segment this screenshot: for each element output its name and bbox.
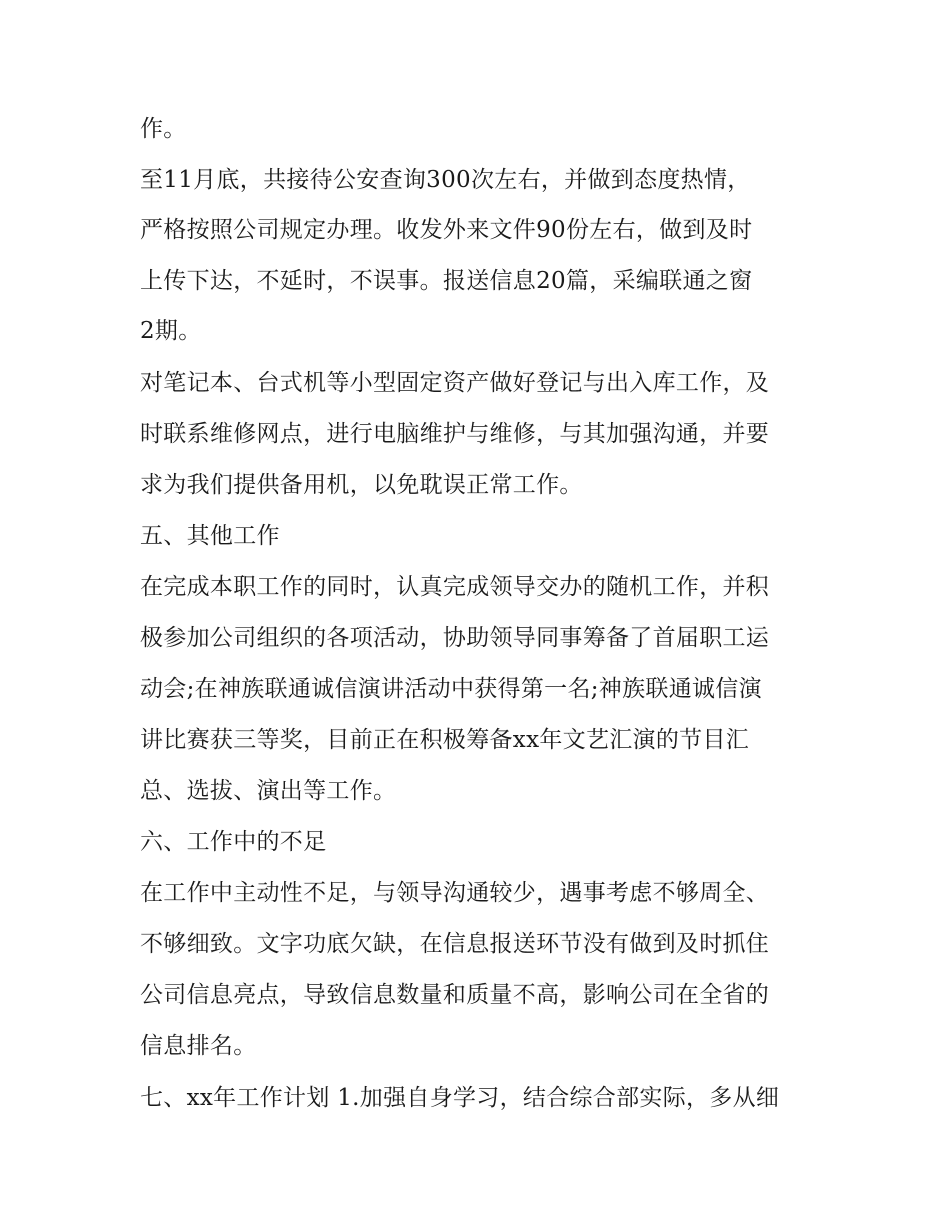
text-line: 对笔记本、台式机等小型固定资产做好登记与出入库工作，及 <box>140 370 770 396</box>
text-line: 上传下达，不延时，不误事。报送信息20篇，采编联通之窗 <box>140 268 753 294</box>
text-line: 公司信息亮点，导致信息数量和质量不高，影响公司在全省的 <box>140 982 770 1008</box>
text-line: 至11月底，共接待公安查询300次左右，并做到态度热情， <box>140 167 751 193</box>
text-line: 动会;在神族联通诚信演讲活动中获得第一名;神族联通诚信演 <box>140 676 762 702</box>
text-line: 严格按照公司规定办理。收发外来文件90份左右，做到及时 <box>140 217 753 243</box>
section-heading: 七、xx年工作计划 1.加强自身学习，结合综合部实际，多从细 <box>140 1085 780 1111</box>
section-heading: 六、工作中的不足 <box>140 829 327 855</box>
text-line: 不够细致。文字功底欠缺，在信息报送环节没有做到及时抓住 <box>140 931 770 957</box>
section-heading: 五、其他工作 <box>140 523 280 549</box>
text-line: 求为我们提供备用机，以免耽误正常工作。 <box>140 472 583 498</box>
text-line: 讲比赛获三等奖，目前正在积极筹备xx年文艺汇演的节目汇 <box>140 727 750 753</box>
text-line: 极参加公司组织的各项活动，协助领导同事筹备了首届职工运 <box>140 625 770 651</box>
text-line: 总、选拔、演出等工作。 <box>140 778 397 804</box>
text-line: 作。 <box>140 116 187 142</box>
text-line: 时联系维修网点，进行电脑维护与维修，与其加强沟通，并要 <box>140 421 770 447</box>
text-line: 在完成本职工作的同时，认真完成领导交办的随机工作，并积 <box>140 574 770 600</box>
text-line: 在工作中主动性不足，与领导沟通较少，遇事考虑不够周全、 <box>140 880 770 906</box>
text-line: 信息排名。 <box>140 1033 257 1059</box>
text-line: 2期。 <box>140 318 202 344</box>
